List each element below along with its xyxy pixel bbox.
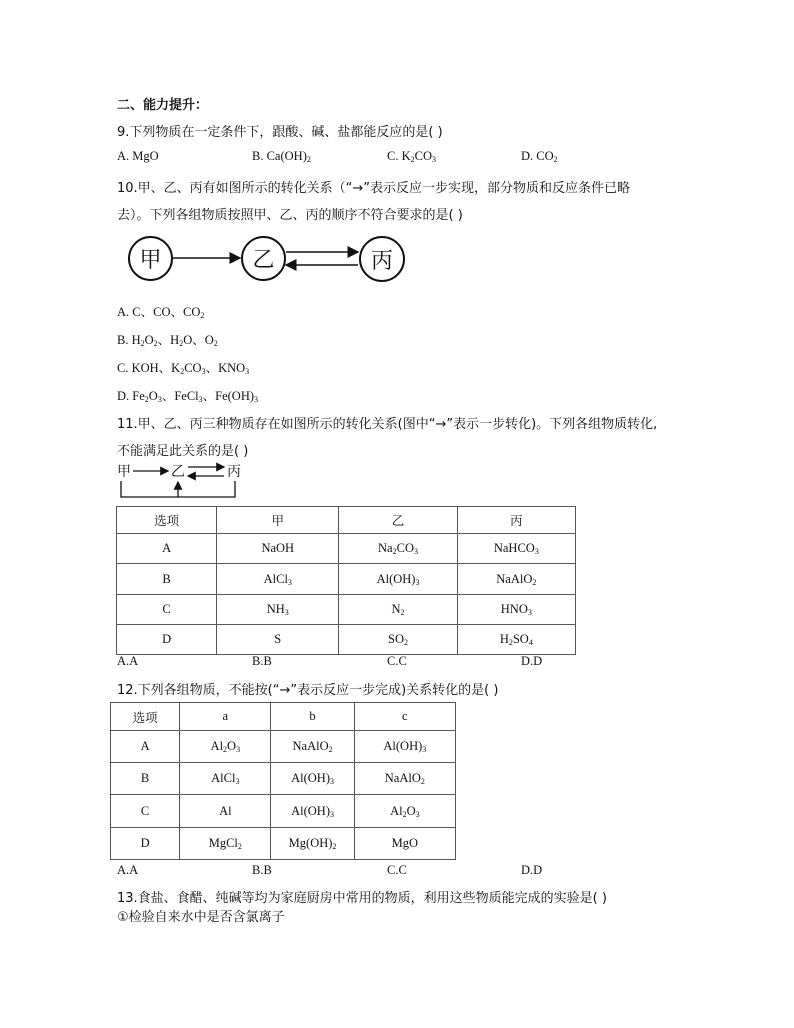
table-cell: $Al(OH)_3$	[354, 731, 455, 763]
table-cell: D	[111, 828, 180, 860]
q10-option-b: B. $H_2O_2$、$H_2O$、$O_2$	[117, 333, 218, 348]
q10-option-d: D. $Fe_2O_3$、FeCl$_3$、$Fe(OH)_3$	[117, 389, 259, 404]
header-cell: 选项	[117, 507, 217, 534]
q12-answer-a: A.A	[117, 863, 139, 877]
header-cell: 丙	[457, 507, 575, 534]
table-cell: AlCl$_3$	[217, 564, 339, 595]
table-cell: A	[117, 534, 217, 564]
table-cell: $Al(OH)_3$	[271, 763, 354, 795]
table-row	[111, 731, 456, 763]
q9-option-a: A. MgO	[117, 149, 159, 163]
table-cell: NaAlO$_2$	[354, 763, 455, 795]
q12-stem: 12.下列各组物质，不能按(“→”表示反应一步完成)关系转化的是( )	[117, 683, 499, 698]
table-row	[117, 507, 576, 534]
q11-answer-c: C.C	[387, 654, 407, 668]
q12-answer-d: D.D	[521, 863, 543, 877]
q10-stem-line1: 10.甲、乙、丙有如图所示的转化关系（“→”表示反应一步实现，部分物质和反应条件已略	[117, 181, 631, 196]
table-cell: $SO_2$	[339, 625, 457, 655]
section-title: 二、能力提升：	[117, 98, 209, 113]
table-cell: B	[111, 763, 180, 795]
q13-item1: ①检验自来水中是否含氯离子	[117, 910, 285, 925]
table-row	[111, 763, 456, 795]
table-cell: D	[117, 625, 217, 655]
table-cell: $H_2SO_4$	[457, 625, 575, 655]
header-cell: c	[354, 703, 455, 731]
q11-diagram-bing: 丙	[227, 464, 241, 480]
q10-option-a: A. C、CO、$CO_2$	[117, 305, 205, 320]
table-cell: C	[117, 595, 217, 625]
q12-answer-c: C.C	[387, 863, 407, 877]
q11-diagram-yi: 乙	[171, 464, 185, 480]
q11-diagram-jia: 甲	[117, 464, 131, 480]
table-cell: NaAlO$_2$	[271, 731, 354, 763]
table-cell: $Na_2CO_3$	[339, 534, 457, 564]
table-cell: $Al(OH)_3$	[339, 564, 457, 595]
table-cell: NaOH	[217, 534, 339, 564]
table-cell: $Al(OH)_3$	[271, 795, 354, 828]
q10-node-bing: 丙	[359, 236, 405, 282]
q11-stem-line1: 11.甲、乙、丙三种物质存在如图所示的转化关系(图中“→”表示一步转化)。下列各组物质转化,	[117, 417, 658, 432]
table-cell: MgCl$_2$	[180, 828, 271, 860]
table-cell: MgO	[354, 828, 455, 860]
table-cell: NaHCO$_3$	[457, 534, 575, 564]
q10-option-c: C. KOH、$K_2CO_3$、$KNO_3$	[117, 361, 250, 376]
table-cell: B	[117, 564, 217, 595]
table-row	[111, 828, 456, 860]
table-row	[111, 795, 456, 828]
table-cell: A	[111, 731, 180, 763]
header-cell: b	[271, 703, 354, 731]
q12-table	[110, 702, 456, 860]
table-row	[117, 625, 576, 655]
q9-stem: 9.下列物质在一定条件下，跟酸、碱、盐都能反应的是( )	[117, 125, 443, 140]
table-row	[117, 595, 576, 625]
q10-node-jia: 甲	[128, 236, 173, 281]
header-cell: 甲	[217, 507, 339, 534]
q11-table	[116, 506, 576, 655]
table-cell: Al	[180, 795, 271, 828]
table-cell: $Al_2O_3$	[354, 795, 455, 828]
table-cell: AlCl$_3$	[180, 763, 271, 795]
q10-node-yi: 乙	[241, 236, 286, 281]
table-cell: S	[217, 625, 339, 655]
q9-option-d: D. $CO_2$	[521, 149, 558, 164]
table-cell: $N_2$	[339, 595, 457, 625]
q9-option-b: B. $Ca(OH)_2$	[252, 149, 311, 164]
header-cell: 乙	[339, 507, 457, 534]
q11-stem-line2: 不能满足此关系的是( )	[117, 444, 249, 459]
table-row	[117, 534, 576, 564]
table-cell: $NH_3$	[217, 595, 339, 625]
table-cell: NaAlO$_2$	[457, 564, 575, 595]
table-cell: C	[111, 795, 180, 828]
table-cell: $Mg(OH)_2$	[271, 828, 354, 860]
table-row	[111, 703, 456, 731]
header-cell: 选项	[111, 703, 180, 731]
q11-answer-a: A.A	[117, 654, 139, 668]
q11-answer-d: D.D	[521, 654, 543, 668]
q12-answer-b: B.B	[252, 863, 272, 877]
q10-stem-line2: 去）。下列各组物质按照甲、乙、丙的顺序不符合要求的是( )	[117, 208, 463, 223]
q9-option-c: C. $K_2CO_3$	[387, 149, 436, 164]
header-cell: a	[180, 703, 271, 731]
table-cell: $HNO_3$	[457, 595, 575, 625]
table-cell: $Al_2O_3$	[180, 731, 271, 763]
q13-stem: 13.食盐、食醋、纯碱等均为家庭厨房中常用的物质，利用这些物质能完成的实验是( )	[117, 891, 607, 906]
q11-answer-b: B.B	[252, 654, 272, 668]
table-row	[117, 564, 576, 595]
